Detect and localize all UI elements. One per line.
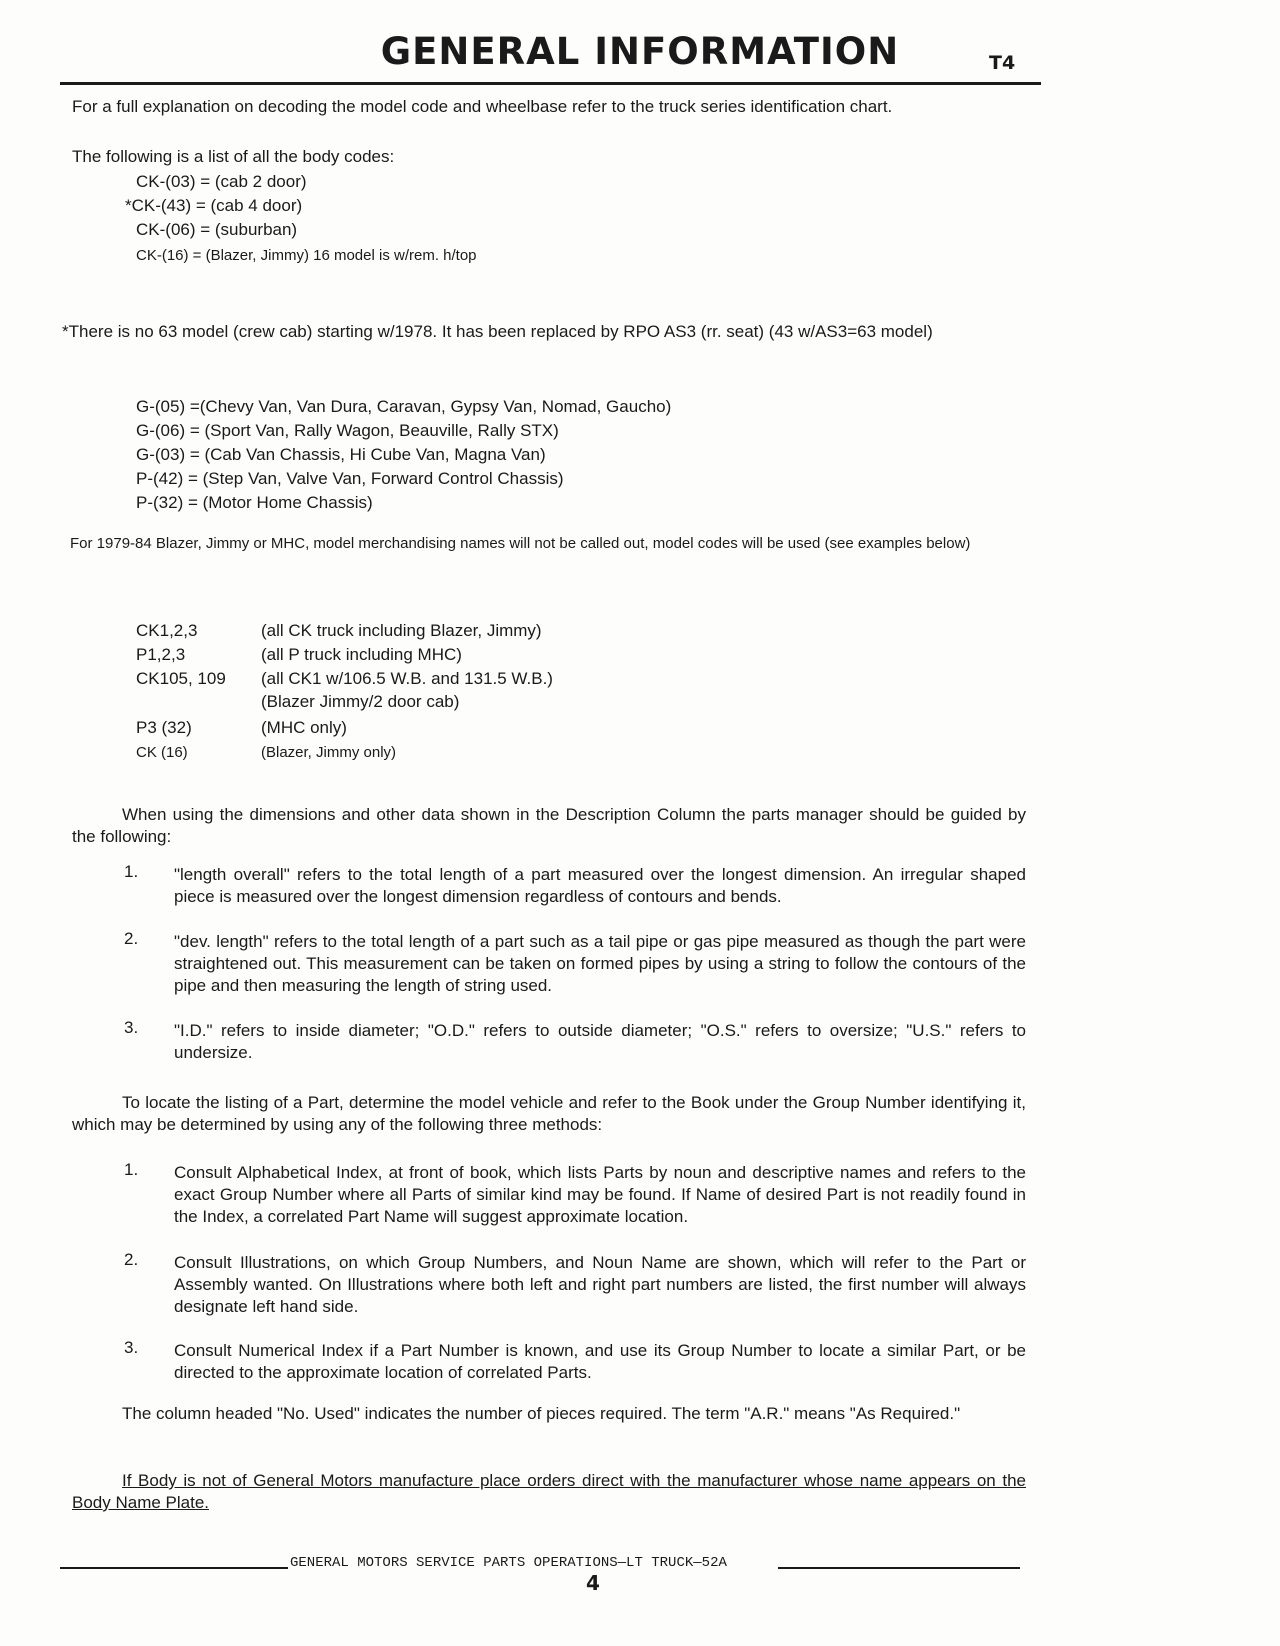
list-number: 3.	[124, 1018, 139, 1037]
model-description: (all CK truck including Blazer, Jimmy)	[261, 621, 542, 640]
dimensions-lead: When using the dimensions and other data shown in the Description Column the parts manager should be guided by the following:	[72, 805, 1026, 846]
dimension-item: "dev. length" refers to the total length of a part such as a tail pipe or gas pipe measured as though the part were straightened out. This measurement can be taken on formed pipes by using a string to follow the contours of the pipe and then measuring the length of string used.	[174, 932, 1026, 995]
locate-item: Consult Numerical Index if a Part Number is known, and use its Group Number to locate a similar Part, or be directed to the approximate location of correlated Parts.	[174, 1341, 1026, 1382]
model-code: P1,2,3	[136, 645, 186, 664]
body-code-item: CK-(03) = (cab 2 door)	[136, 172, 307, 191]
dimension-item: "I.D." refers to inside diameter; "O.D." refers to outside diameter; "O.S." refers to oversize; "U.S." refers to undersize.	[174, 1021, 1026, 1062]
no-used-note: The column headed "No. Used" indicates the number of pieces required. The term "A.R." means "As Required."	[122, 1404, 961, 1423]
van-code-item: G-(03) = (Cab Van Chassis, Hi Cube Van, Magna Van)	[136, 445, 546, 464]
model-code: P3 (32)	[136, 718, 192, 737]
locate-lead: To locate the listing of a Part, determine the model vehicle and refer to the Book under the Group Number identifying it, which may be determined by using any of the following three methods:	[72, 1093, 1026, 1134]
crew-cab-note: *There is no 63 model (crew cab) starting w/1978. It has been replaced by RPO AS3 (rr. seat) (43 w/AS3=63 model)	[62, 322, 933, 341]
body-code-item: CK-(06) = (suburban)	[136, 220, 298, 239]
model-description: (Blazer Jimmy/2 door cab)	[261, 692, 460, 711]
page-number: 4	[586, 1571, 600, 1595]
intro-text: For a full explanation on decoding the model code and wheelbase refer to the truck series identification chart.	[72, 97, 893, 116]
list-number: 1.	[124, 862, 139, 881]
header-rule	[60, 82, 1041, 85]
body-code-item: *CK-(43) = (cab 4 door)	[125, 196, 303, 215]
model-code: CK (16)	[136, 744, 188, 761]
page-title: GENERAL INFORMATION	[380, 30, 900, 73]
list-number: 2.	[124, 1250, 139, 1269]
body-manufacturer-note: If Body is not of General Motors manufacture place orders direct with the manufacturer whose name appears on the Body Name Plate.	[72, 1471, 1026, 1512]
model-code: CK1,2,3	[136, 621, 198, 640]
locate-item: Consult Illustrations, on which Group Numbers, and Noun Name are shown, which will refer to the Part or Assembly wanted. On Illustrations where both left and right part numbers are listed, the first number will always designate left hand side.	[174, 1253, 1026, 1316]
footer-text: GENERAL MOTORS SERVICE PARTS OPERATIONS—LT TRUCK—52A	[290, 1555, 727, 1571]
page-code: T4	[989, 52, 1016, 74]
van-code-item: P-(42) = (Step Van, Valve Van, Forward Control Chassis)	[136, 469, 564, 488]
model-description: (all CK1 w/106.5 W.B. and 131.5 W.B.)	[261, 669, 553, 688]
merchandising-note: For 1979-84 Blazer, Jimmy or MHC, model merchandising names will not be called out, model codes will be used (see examples below)	[70, 535, 971, 552]
van-code-item: G-(06) = (Sport Van, Rally Wagon, Beauville, Rally STX)	[136, 421, 559, 440]
model-description: (all P truck including MHC)	[261, 645, 462, 664]
body-code-item: CK-(16) = (Blazer, Jimmy) 16 model is w/rem. h/top	[136, 247, 477, 264]
list-number: 1.	[124, 1160, 139, 1179]
van-code-item: G-(05) =(Chevy Van, Van Dura, Caravan, Gypsy Van, Nomad, Gaucho)	[136, 397, 672, 416]
model-description: (MHC only)	[261, 718, 347, 737]
list-number: 2.	[124, 929, 139, 948]
footer-rule-right	[778, 1567, 1020, 1569]
van-code-item: P-(32) = (Motor Home Chassis)	[136, 493, 373, 512]
model-description: (Blazer, Jimmy only)	[261, 744, 397, 761]
model-code: CK105, 109	[136, 669, 226, 688]
dimension-item: "length overall" refers to the total length of a part measured over the longest dimension. An irregular shaped piece is measured over the longest dimension regardless of contours and bends.	[174, 865, 1026, 906]
body-codes-lead: The following is a list of all the body codes:	[72, 147, 395, 166]
list-number: 3.	[124, 1338, 139, 1357]
locate-item: Consult Alphabetical Index, at front of book, which lists Parts by noun and descriptive names and refers to the exact Group Number where all Parts of similar kind may be found. If Name of desired Part is not readily found in the Index, a correlated Part Name will suggest approximate location.	[174, 1163, 1026, 1226]
footer-rule-left	[60, 1567, 288, 1569]
